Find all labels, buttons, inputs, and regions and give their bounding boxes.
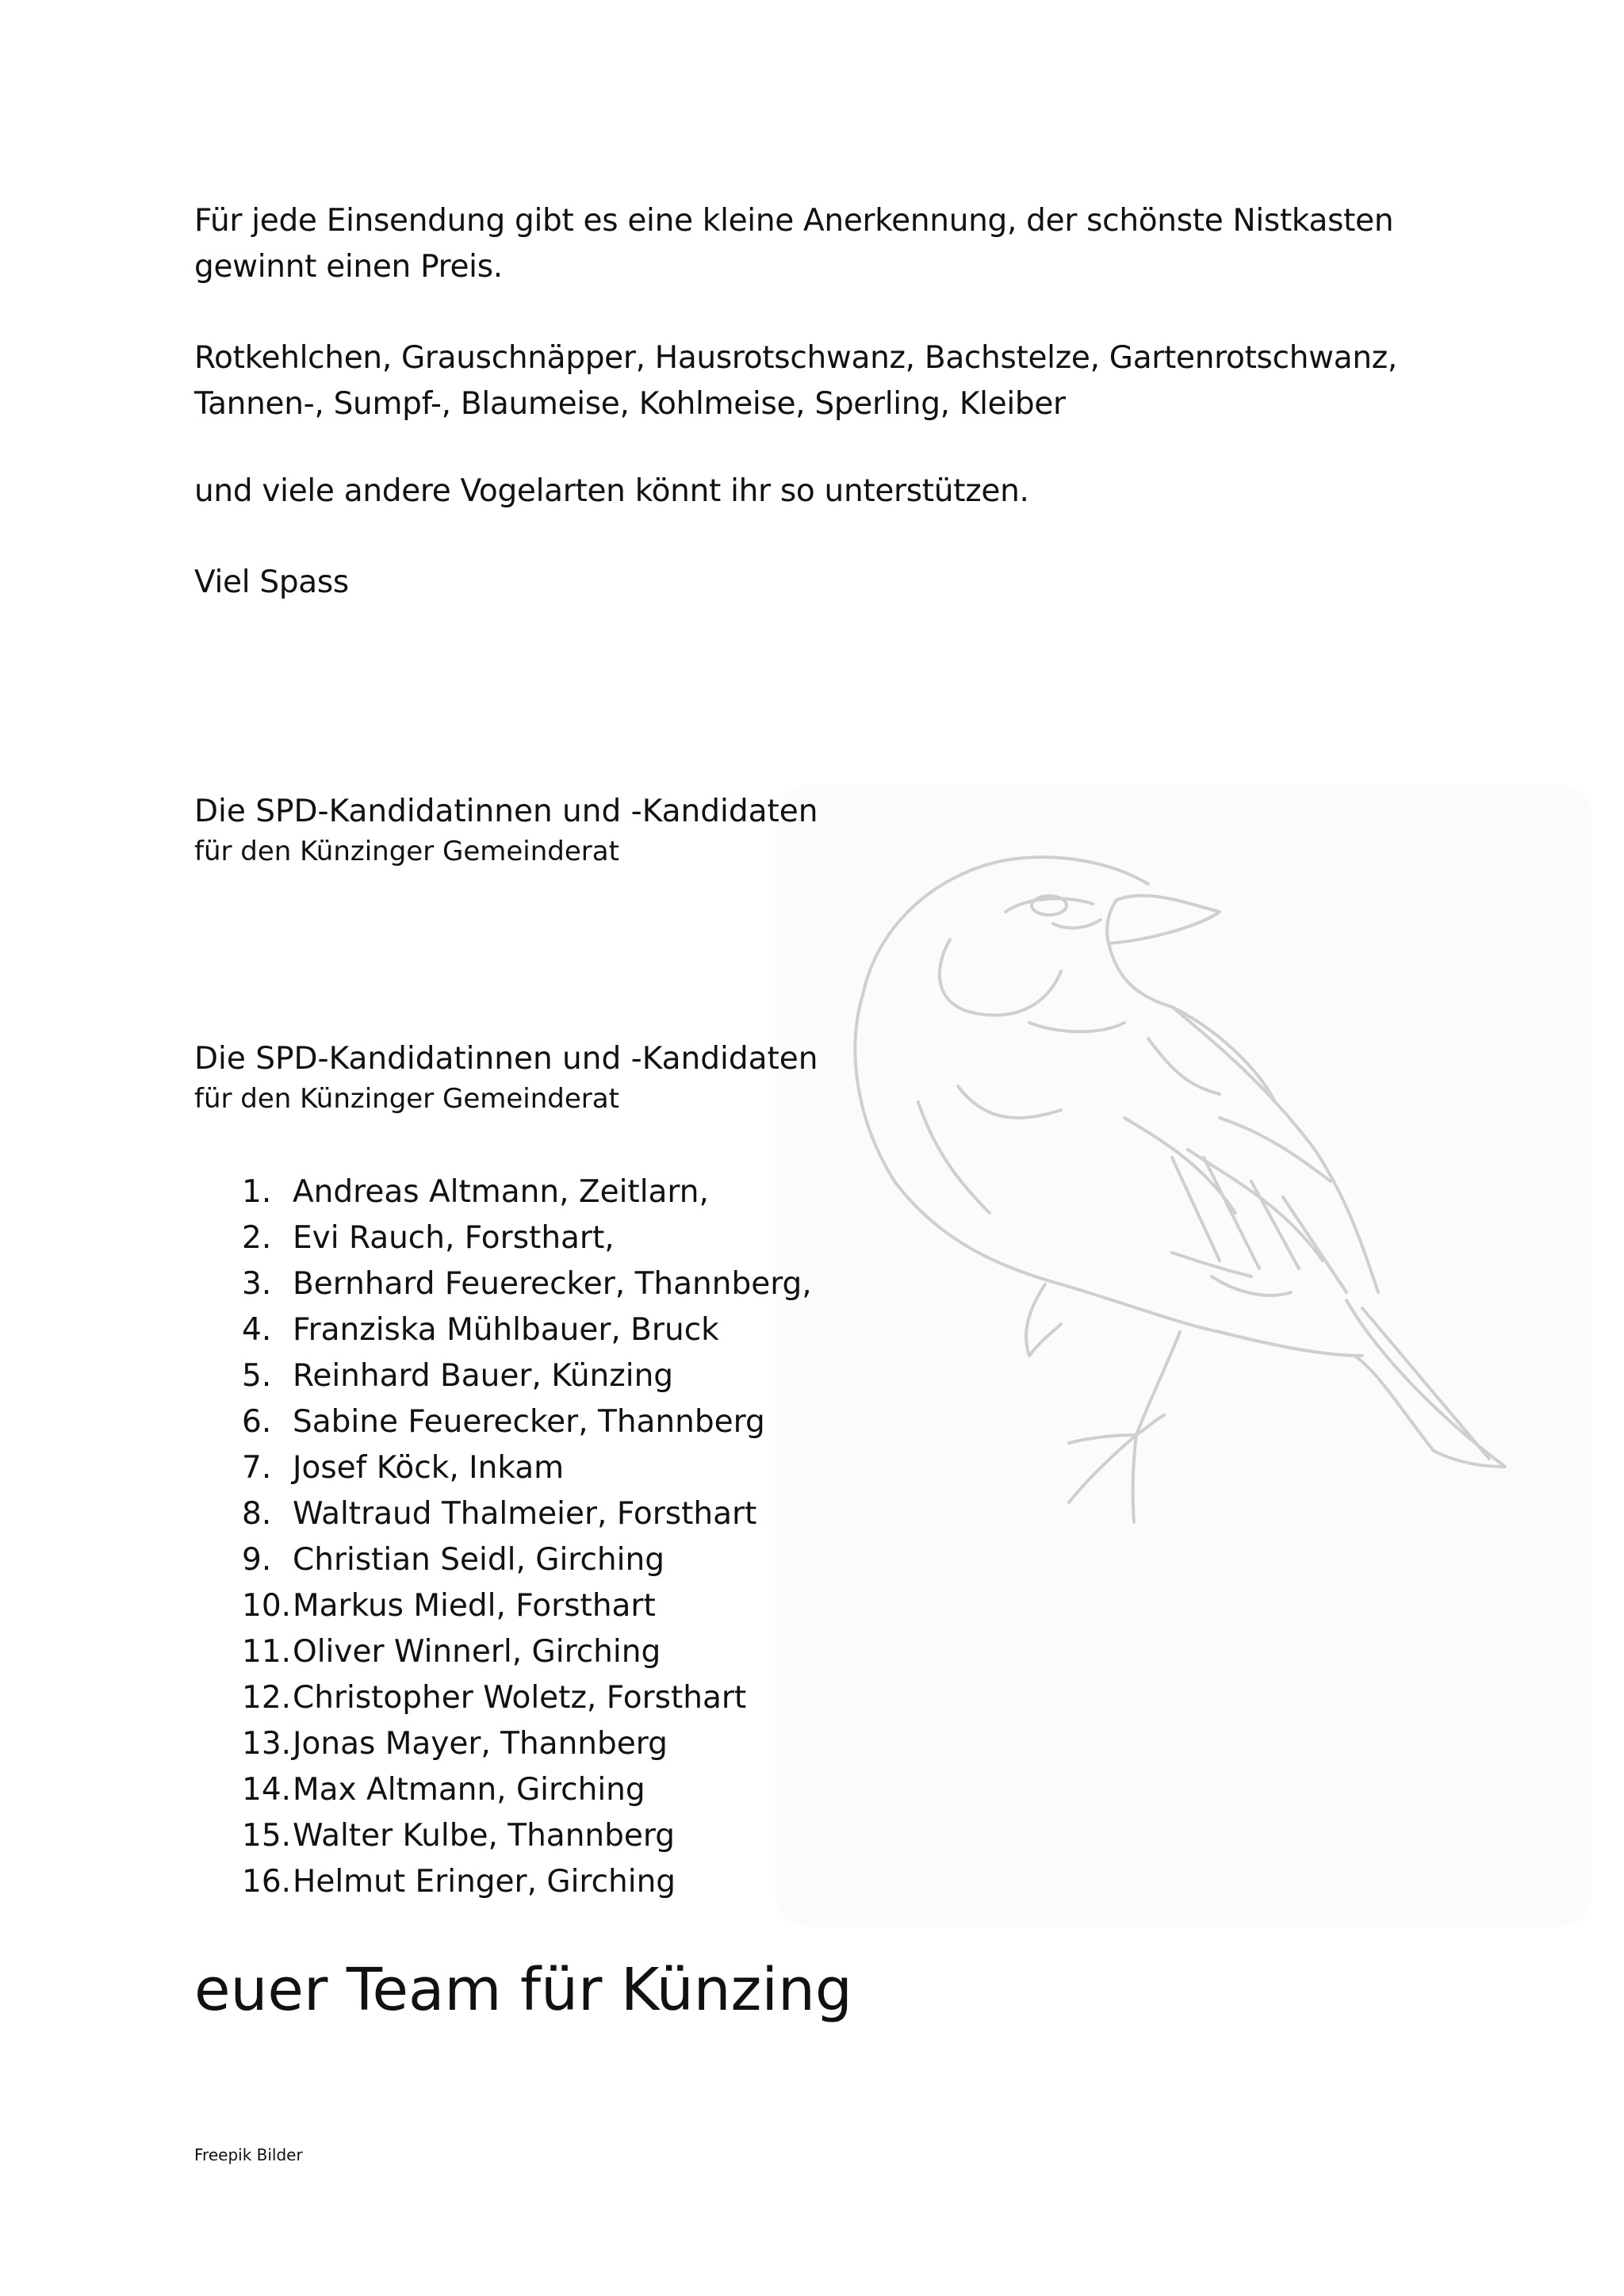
candidate-name: Andreas Altmann, Zeitlarn, (293, 1174, 709, 1210)
signature-title: Die SPD-Kandidatinnen und -Kandidaten (194, 1041, 818, 1077)
candidate-name: Oliver Winnerl, Girching (293, 1634, 661, 1670)
bird-species-line-2: Tannen-, Sumpf-, Blaumeise, Kohlmeise, Sperling, Kleiber (194, 386, 1066, 422)
list-item (242, 1445, 812, 1491)
list-number: 8. (242, 1496, 272, 1532)
candidate-name: Evi Rauch, Forsthart, (293, 1220, 615, 1256)
slogan: euer Team für Künzing (194, 1956, 852, 2024)
bird-species-line-1: Rotkehlchen, Grauschnäpper, Hausrotschwanz, Bachstelze, Gartenrotschwanz, (194, 340, 1398, 376)
candidate-name: Markus Miedl, Forsthart (293, 1588, 656, 1624)
intro-line-2: gewinnt einen Preis. (194, 249, 503, 285)
candidate-name: Sabine Feuerecker, Thannberg (293, 1404, 765, 1440)
bird-beak (1107, 896, 1220, 943)
candidate-name: Max Altmann, Girching (293, 1772, 645, 1808)
signature-block-2 (194, 1039, 818, 1118)
support-text: und viele andere Vogelarten könnt ihr so unterstützen. (194, 473, 1029, 509)
list-number: 5. (242, 1358, 272, 1394)
candidate-name: Jonas Mayer, Thannberg (293, 1726, 668, 1762)
list-item (242, 1813, 812, 1859)
list-number: 3. (242, 1266, 272, 1302)
list-item (242, 1629, 812, 1675)
candidate-name: Walter Kulbe, Thannberg (293, 1818, 675, 1854)
candidate-name: Bernhard Feuerecker, Thannberg, (293, 1266, 812, 1302)
list-number: 14. (242, 1772, 292, 1808)
list-number: 4. (242, 1312, 272, 1348)
list-number: 12. (242, 1680, 292, 1716)
bird-head-outline (863, 857, 1148, 995)
list-item (242, 1721, 812, 1767)
list-item (242, 1767, 812, 1813)
list-item (242, 1307, 812, 1353)
list-item (242, 1537, 812, 1583)
intro-paragraph (194, 198, 1393, 290)
list-number: 1. (242, 1174, 272, 1210)
list-number: 6. (242, 1404, 272, 1440)
signature-subtitle: für den Künzinger Gemeinderat (194, 836, 619, 867)
list-number: 2. (242, 1220, 272, 1256)
intro-line-1: Für jede Einsendung gibt es eine kleine Anerkennung, der schönste Nistkasten (194, 203, 1394, 239)
image-credit: Freepik Bilder (194, 2145, 303, 2164)
signature-block-1 (194, 791, 818, 871)
list-number: 16. (242, 1864, 292, 1900)
list-number: 9. (242, 1542, 272, 1578)
list-item (242, 1261, 812, 1307)
bird-leg (1026, 1284, 1061, 1356)
sparrow-illustration (776, 785, 1592, 1927)
list-number: 10. (242, 1588, 292, 1624)
list-item (242, 1353, 812, 1399)
list-number: 11. (242, 1634, 292, 1670)
candidate-name: Christopher Woletz, Forsthart (293, 1680, 747, 1716)
greeting: Viel Spass (194, 564, 349, 600)
signature-subtitle: für den Künzinger Gemeinderat (194, 1083, 619, 1115)
bird-body-outline (855, 995, 1220, 1332)
candidate-list (242, 1169, 812, 1905)
list-item (242, 1583, 812, 1629)
candidate-name: Waltraud Thalmeier, Forsthart (293, 1496, 757, 1532)
bird-wing (1172, 1007, 1378, 1292)
bird-cheek (940, 939, 1061, 1016)
list-item (242, 1215, 812, 1261)
list-item (242, 1675, 812, 1721)
list-item (242, 1399, 812, 1445)
candidate-name: Helmut Eringer, Girching (293, 1864, 676, 1900)
list-number: 7. (242, 1450, 272, 1486)
candidate-name: Josef Köck, Inkam (293, 1450, 565, 1486)
signature-title: Die SPD-Kandidatinnen und -Kandidaten (194, 794, 818, 829)
bird-species-paragraph (194, 335, 1397, 427)
list-item (242, 1491, 812, 1537)
candidate-name: Christian Seidl, Girching (293, 1542, 665, 1578)
candidate-name: Reinhard Bauer, Künzing (293, 1358, 674, 1394)
list-number: 15. (242, 1818, 292, 1854)
candidate-name: Franziska Mühlbauer, Bruck (293, 1312, 719, 1348)
list-number: 13. (242, 1726, 292, 1762)
list-item (242, 1169, 812, 1215)
list-item (242, 1859, 812, 1905)
